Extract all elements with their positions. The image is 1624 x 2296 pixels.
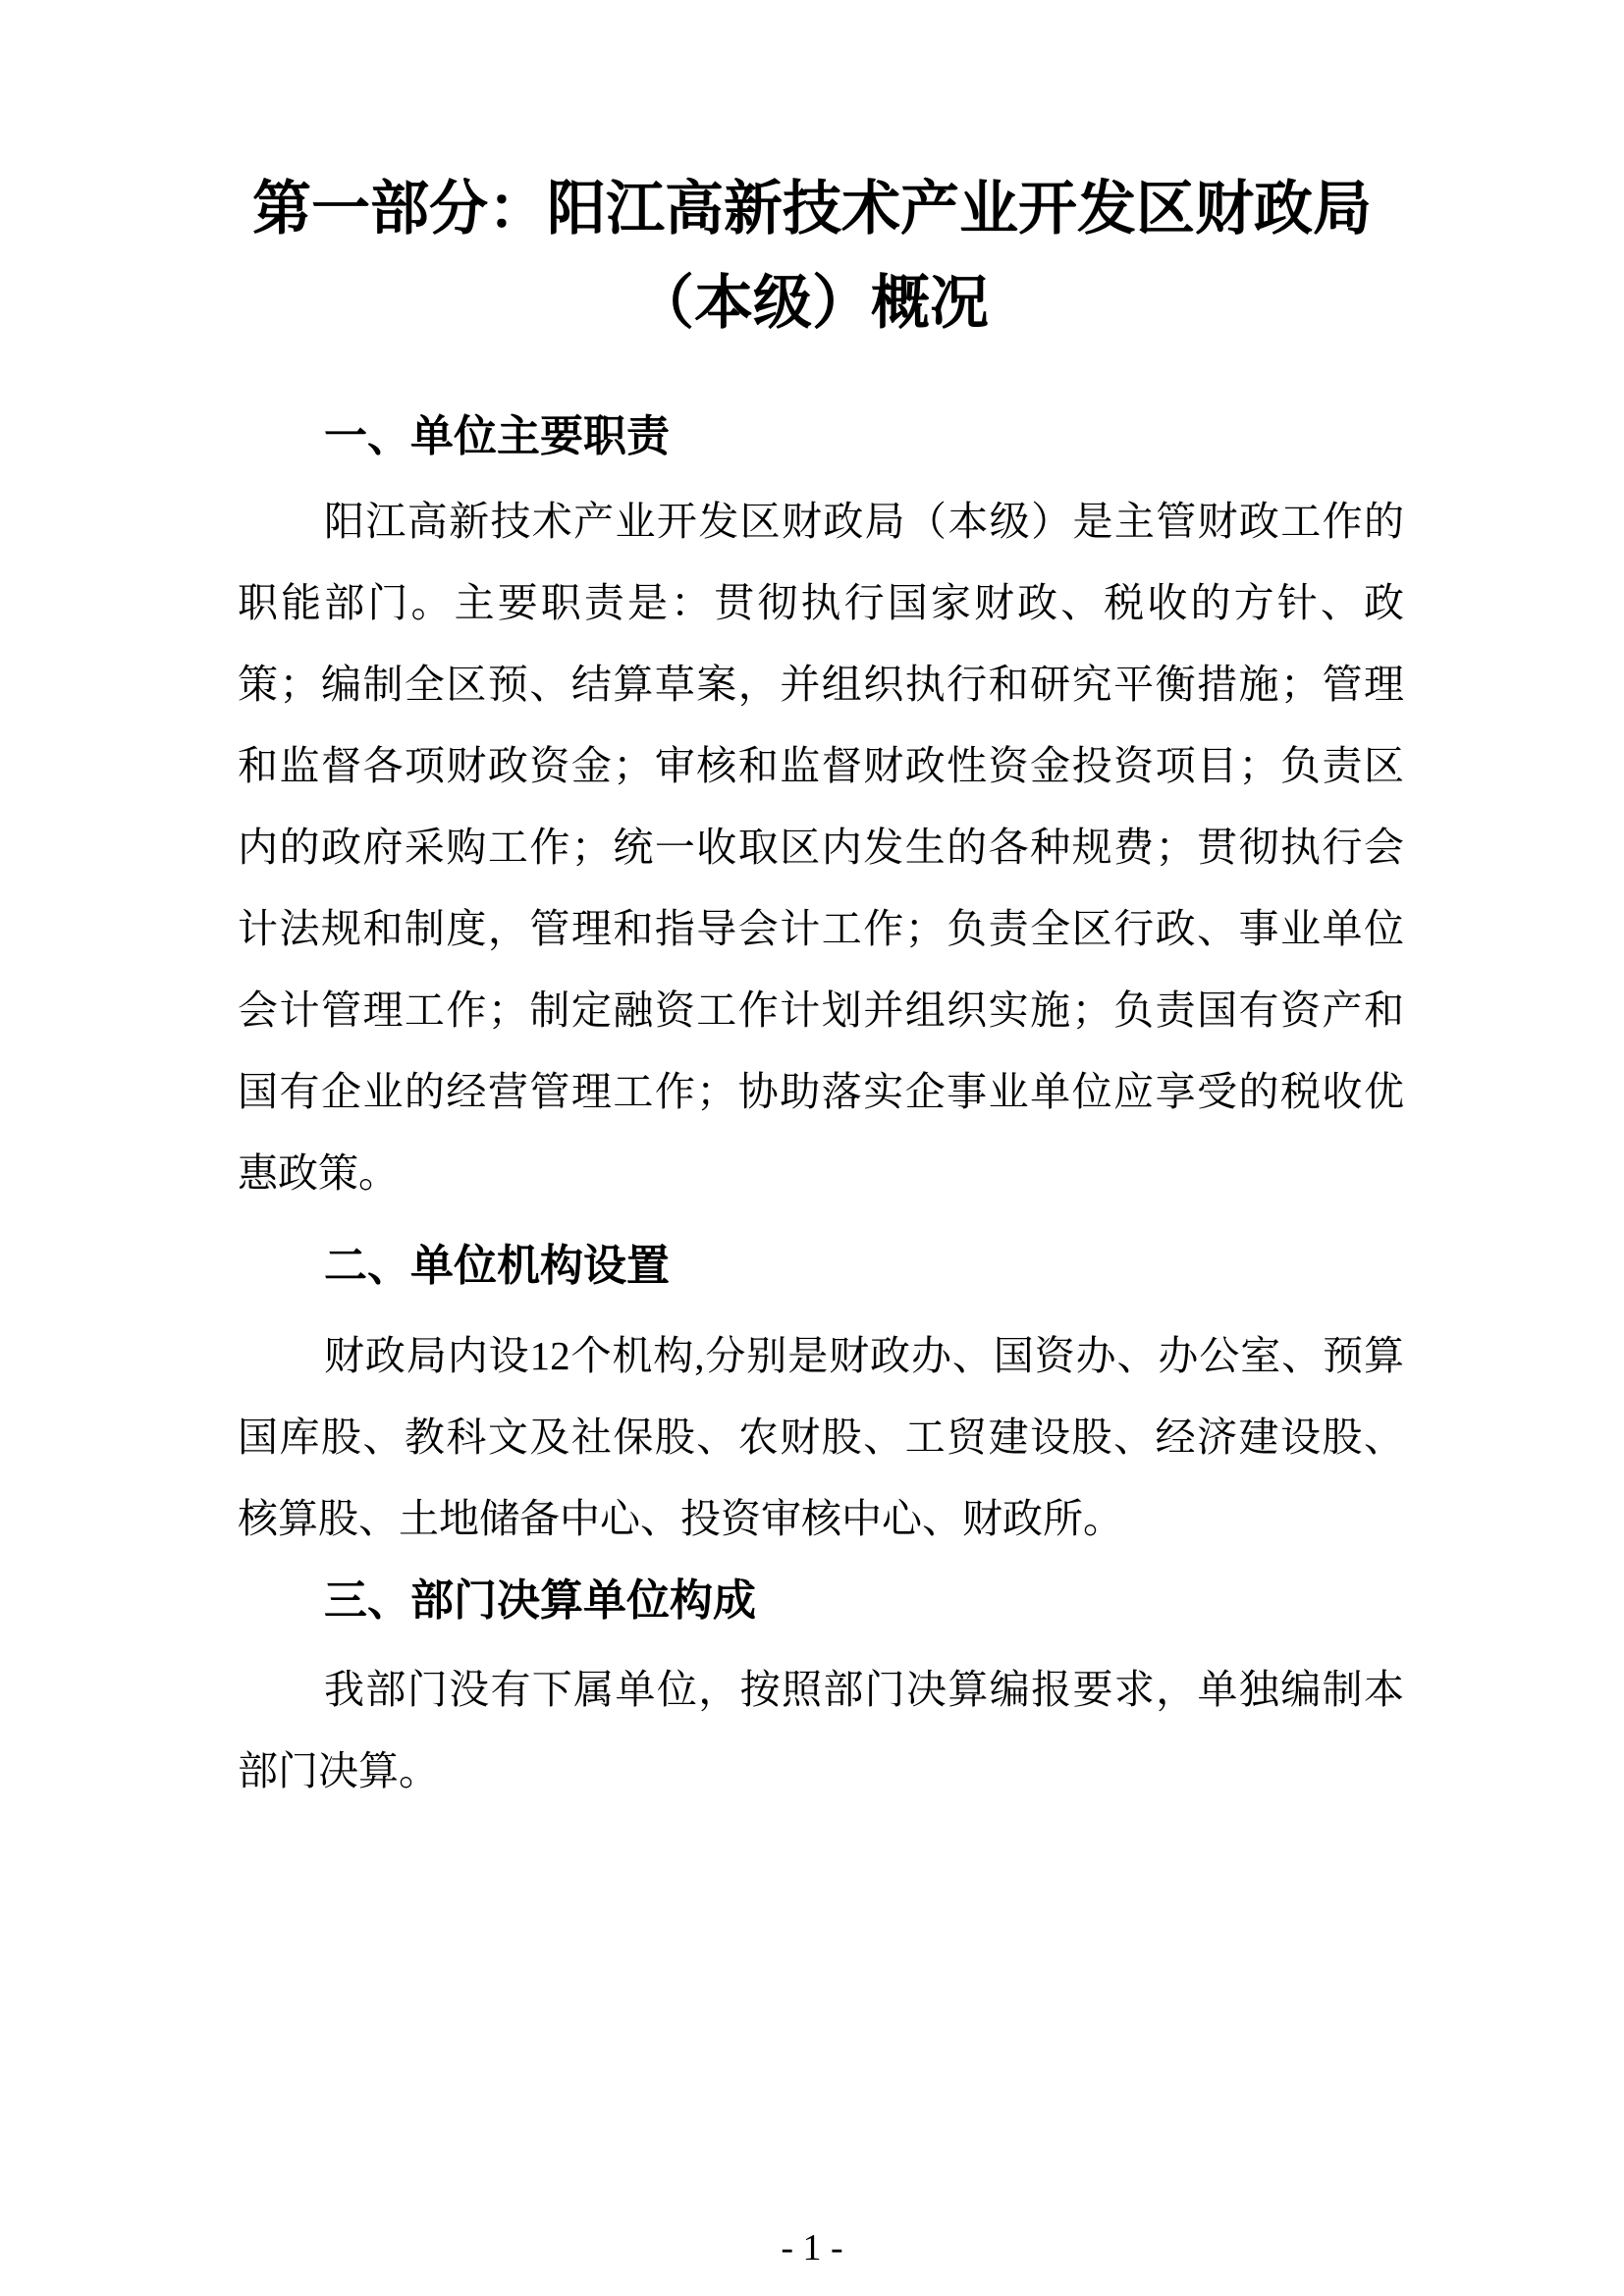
paragraph-line: 内的政府采购工作；统一收取区内发生的各种规费；贯彻执行会	[238, 825, 1404, 870]
paragraph-line: 核算股、土地储备中心、投资审核中心、财政所。	[238, 1496, 1123, 1541]
document-title-line1: 第一部分：阳江高新技术产业开发区财政局	[252, 176, 1372, 241]
section-2-paragraph	[238, 1315, 1404, 1560]
paragraph-line: 国有企业的经营管理工作；协助落实企事业单位应享受的税收优	[238, 1069, 1404, 1114]
document-body	[238, 396, 1404, 1812]
paragraph-line: 会计管理工作；制定融资工作计划并组织实施；负责国有资产和	[238, 988, 1404, 1033]
section-3-paragraph	[238, 1649, 1404, 1812]
paragraph-line: 惠政策。	[238, 1150, 399, 1196]
section-heading-2: 二、单位机构设置	[324, 1242, 670, 1290]
paragraph-line: 部门决算。	[238, 1748, 439, 1793]
section-heading-3: 三、部门决算单位构成	[324, 1576, 756, 1625]
paragraph-line: 策；编制全区预、结算草案，并组织执行和研究平衡措施；管理	[238, 662, 1404, 707]
paragraph-line: 阳江高新技术产业开发区财政局（本级）是主管财政工作的	[324, 499, 1404, 544]
page-number: - 1 -	[781, 2227, 843, 2269]
section-heading-1: 一、单位主要职责	[324, 412, 670, 460]
document-title-line2: （本级）概况	[635, 270, 989, 336]
paragraph-line: 国库股、教科文及社保股、农财股、工贸建设股、经济建设股、	[238, 1415, 1404, 1460]
document-title	[108, 162, 1516, 350]
paragraph-line: 我部门没有下属单位，按照部门决算编报要求，单独编制本	[324, 1667, 1404, 1712]
paragraph-line: 和监督各项财政资金；审核和监督财政性资金投资项目；负责区	[238, 743, 1404, 788]
paragraph-line: 财政局内设12个机构,分别是财政办、国资办、办公室、预算	[324, 1333, 1404, 1378]
paragraph-line: 职能部门。主要职责是：贯彻执行国家财政、税收的方针、政	[238, 580, 1404, 625]
section-1-paragraph	[238, 481, 1404, 1214]
paragraph-line: 计法规和制度，管理和指导会计工作；负责全区行政、事业单位	[238, 906, 1404, 951]
